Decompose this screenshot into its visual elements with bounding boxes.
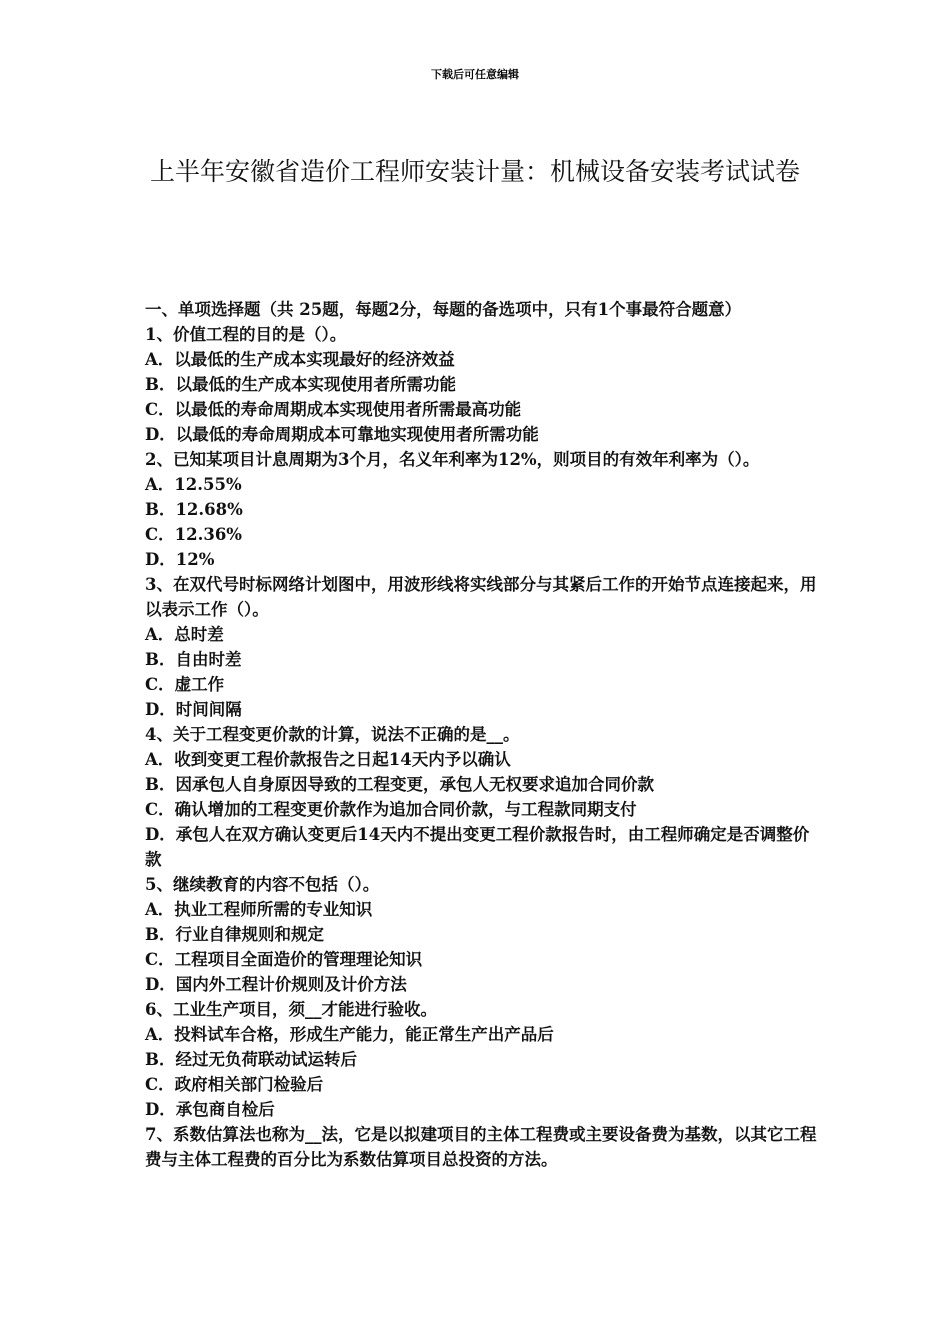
question-list bbox=[145, 322, 820, 1172]
answer-option: D．12% bbox=[145, 550, 215, 569]
question-stem: 1、价值工程的目的是（）。 bbox=[145, 325, 347, 344]
answer-option: D．承包人在双方确认变更后14天内不提出变更工程价款报告时，由工程师确定是否调整价款 bbox=[145, 825, 810, 869]
answer-option: C．以最低的寿命周期成本实现使用者所需最高功能 bbox=[145, 400, 522, 419]
answer-option: C．12.36% bbox=[145, 525, 242, 544]
answer-option: A．执业工程师所需的专业知识 bbox=[145, 900, 373, 919]
question-stem: 7、系数估算法也称为__法，它是以拟建项目的主体工程费或主要设备费为基数，以其它工程费与主体工程费的百分比为系数估算项目总投资的方法。 bbox=[145, 1125, 817, 1169]
answer-option: A．投料试车合格，形成生产能力，能正常生产出产品后 bbox=[145, 1025, 554, 1044]
answer-option: B．以最低的生产成本实现使用者所需功能 bbox=[145, 375, 456, 394]
document-title: 上半年安徽省造价工程师安装计量：机械设备安装考试试卷 bbox=[150, 157, 801, 186]
answer-option: B．行业自律规则和规定 bbox=[145, 925, 324, 944]
question-item bbox=[145, 1122, 820, 1172]
answer-option: B．自由时差 bbox=[145, 650, 242, 669]
answer-option: A．总时差 bbox=[145, 625, 224, 644]
question-item bbox=[145, 447, 820, 572]
answer-option: D．时间间隔 bbox=[145, 700, 242, 719]
question-stem: 5、继续教育的内容不包括（）。 bbox=[145, 875, 380, 894]
answer-option: C．政府相关部门检验后 bbox=[145, 1075, 324, 1094]
question-stem: 3、在双代号时标网络计划图中，用波形线将实线部分与其紧后工作的开始节点连接起来，用以表示工作（）。 bbox=[145, 575, 817, 619]
answer-option: D．承包商自检后 bbox=[145, 1100, 275, 1119]
question-item bbox=[145, 572, 820, 722]
question-stem: 2、已知某项目计息周期为3个月，名义年利率为12%，则项目的有效年利率为（）。 bbox=[145, 450, 760, 469]
question-item bbox=[145, 722, 820, 872]
answer-option: A．以最低的生产成本实现最好的经济效益 bbox=[145, 350, 455, 369]
answer-option: C．确认增加的工程变更价款作为追加合同价款，与工程款同期支付 bbox=[145, 800, 637, 819]
document-body bbox=[145, 297, 820, 1172]
section-heading: 一、单项选择题（共 25题，每题2分，每题的备选项中，只有1个事最符合题意） bbox=[145, 300, 742, 319]
question-item bbox=[145, 997, 820, 1122]
answer-option: A．12.55% bbox=[145, 475, 242, 494]
answer-option: D．以最低的寿命周期成本可靠地实现使用者所需功能 bbox=[145, 425, 539, 444]
header-note: 下载后可任意编辑 bbox=[431, 68, 519, 81]
answer-option: C．虚工作 bbox=[145, 675, 225, 694]
answer-option: A．收到变更工程价款报告之日起14天内予以确认 bbox=[145, 750, 511, 769]
answer-option: C．工程项目全面造价的管理理论知识 bbox=[145, 950, 423, 969]
answer-option: B．因承包人自身原因导致的工程变更，承包人无权要求追加合同价款 bbox=[145, 775, 654, 794]
answer-option: D．国内外工程计价规则及计价方法 bbox=[145, 975, 407, 994]
answer-option: B．经过无负荷联动试运转后 bbox=[145, 1050, 357, 1069]
question-item bbox=[145, 322, 820, 447]
question-stem: 6、工业生产项目，须__才能进行验收。 bbox=[145, 1000, 437, 1019]
question-item bbox=[145, 872, 820, 997]
question-stem: 4、关于工程变更价款的计算，说法不正确的是__。 bbox=[145, 725, 520, 744]
answer-option: B．12.68% bbox=[145, 500, 243, 519]
